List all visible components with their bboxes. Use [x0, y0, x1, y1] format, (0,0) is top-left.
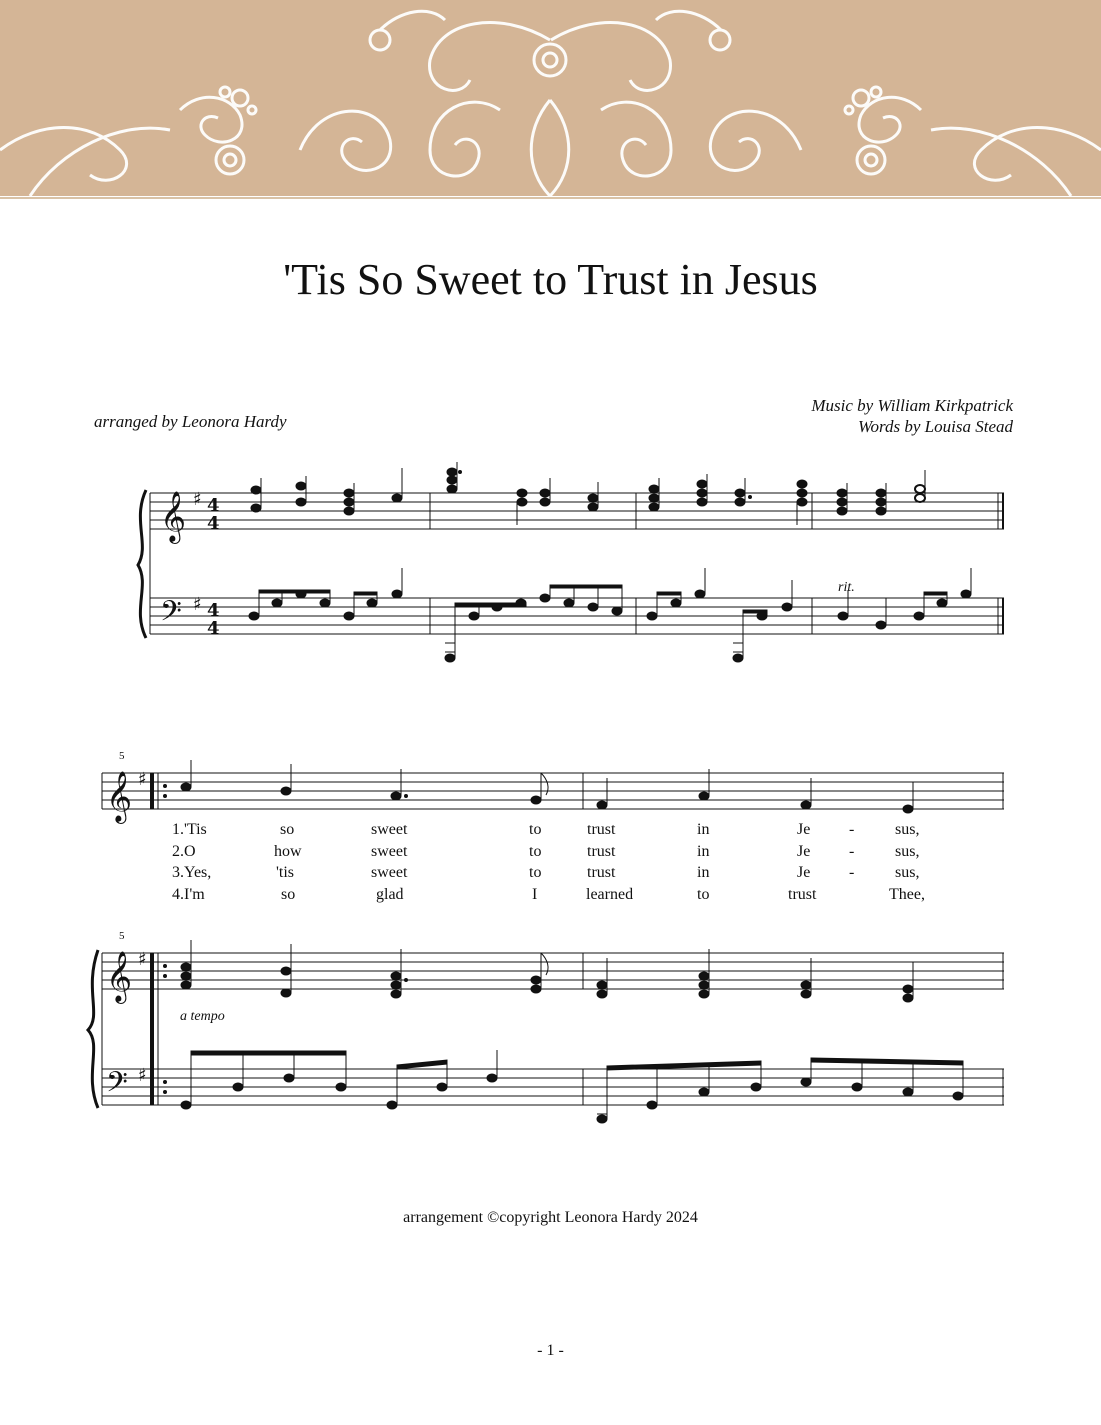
- repeat-start-barline: [150, 773, 167, 1105]
- lyric-syllable: sus,: [895, 821, 920, 838]
- system2-voice-staff: [102, 773, 1004, 809]
- lyric-syllable: so: [280, 821, 295, 838]
- lyric-syllable: 1.'Tis: [172, 821, 207, 838]
- lyric-syllable: to: [529, 843, 542, 860]
- lyric-syllable: trust: [587, 864, 616, 881]
- sharp-icon: ♯: [138, 769, 147, 790]
- system2-treble-staff: [102, 953, 1004, 989]
- lyric-syllable: 'tis: [276, 864, 294, 881]
- lyric-syllable: to: [529, 821, 542, 838]
- lyric-syllable: -: [849, 843, 855, 860]
- lyricist-credit: Words by Louisa Stead: [857, 417, 1013, 436]
- lyric-syllable: Je: [797, 843, 811, 860]
- ritardando-marking: rit.: [838, 580, 855, 595]
- time-signature: 4: [207, 495, 220, 516]
- lyric-syllable: 2.O: [172, 843, 196, 860]
- lyric-syllable: sweet: [371, 821, 408, 838]
- page-number: - 1 -: [537, 1342, 564, 1359]
- lyric-syllable: sus,: [895, 843, 920, 860]
- lyric-syllable: sweet: [371, 843, 408, 860]
- sharp-icon: ♯: [193, 594, 202, 615]
- copyright-notice: arrangement ©copyright Leonora Hardy 2024: [403, 1209, 698, 1226]
- lyric-syllable: sus,: [895, 864, 920, 881]
- lyric-syllable: learned: [586, 886, 634, 903]
- lyric-syllable: sweet: [371, 864, 408, 881]
- lyric-syllable: in: [697, 864, 710, 881]
- lyric-syllable: in: [697, 821, 710, 838]
- treble-clef-icon: 𝄞: [106, 951, 133, 1002]
- measure-number: 5: [119, 930, 125, 942]
- system1-brace: [138, 490, 146, 638]
- page-title: 'Tis So Sweet to Trust in Jesus: [283, 255, 818, 304]
- lyric-syllable: to: [529, 864, 542, 881]
- lyric-syllable: how: [274, 843, 302, 860]
- lyric-syllable: -: [849, 864, 855, 881]
- lyric-syllable: I: [532, 886, 538, 903]
- bass-clef-icon: 𝄢: [106, 1066, 128, 1106]
- svg-text:4: 4: [207, 513, 220, 534]
- bass-clef-icon: 𝄢: [160, 595, 182, 635]
- lyric-syllable: Je: [797, 864, 811, 881]
- composer-credit: Music by William Kirkpatrick: [811, 396, 1013, 415]
- treble-clef-icon: 𝄞: [106, 771, 133, 822]
- system2-brace: [88, 950, 98, 1108]
- lyric-syllable: -: [849, 821, 855, 838]
- lyric-syllable: trust: [788, 886, 817, 903]
- lyric-syllable: 3.Yes,: [172, 864, 212, 881]
- lyric-syllable: Je: [797, 821, 811, 838]
- lyric-syllable: trust: [587, 843, 616, 860]
- sharp-icon: ♯: [138, 1065, 147, 1086]
- sharp-icon: ♯: [193, 489, 202, 510]
- sharp-icon: ♯: [138, 949, 147, 970]
- arranger-credit: arranged by Leonora Hardy: [94, 412, 287, 431]
- measure-number: 5: [119, 750, 125, 762]
- lyric-syllable: to: [697, 886, 710, 903]
- lyric-syllable: so: [281, 886, 296, 903]
- lyric-syllable: in: [697, 843, 710, 860]
- system1-bass-notes: [249, 568, 971, 662]
- a-tempo-marking: a tempo: [180, 1009, 225, 1024]
- time-signature: 4: [207, 600, 220, 621]
- system2-voice-notes: [181, 760, 913, 813]
- svg-text:4: 4: [207, 618, 220, 639]
- treble-clef-icon: 𝄞: [160, 491, 187, 542]
- lyric-syllable: glad: [376, 886, 404, 903]
- lyric-syllable: Thee,: [889, 886, 925, 903]
- lyric-syllable: 4.I'm: [172, 886, 205, 903]
- lyric-syllable: trust: [587, 821, 616, 838]
